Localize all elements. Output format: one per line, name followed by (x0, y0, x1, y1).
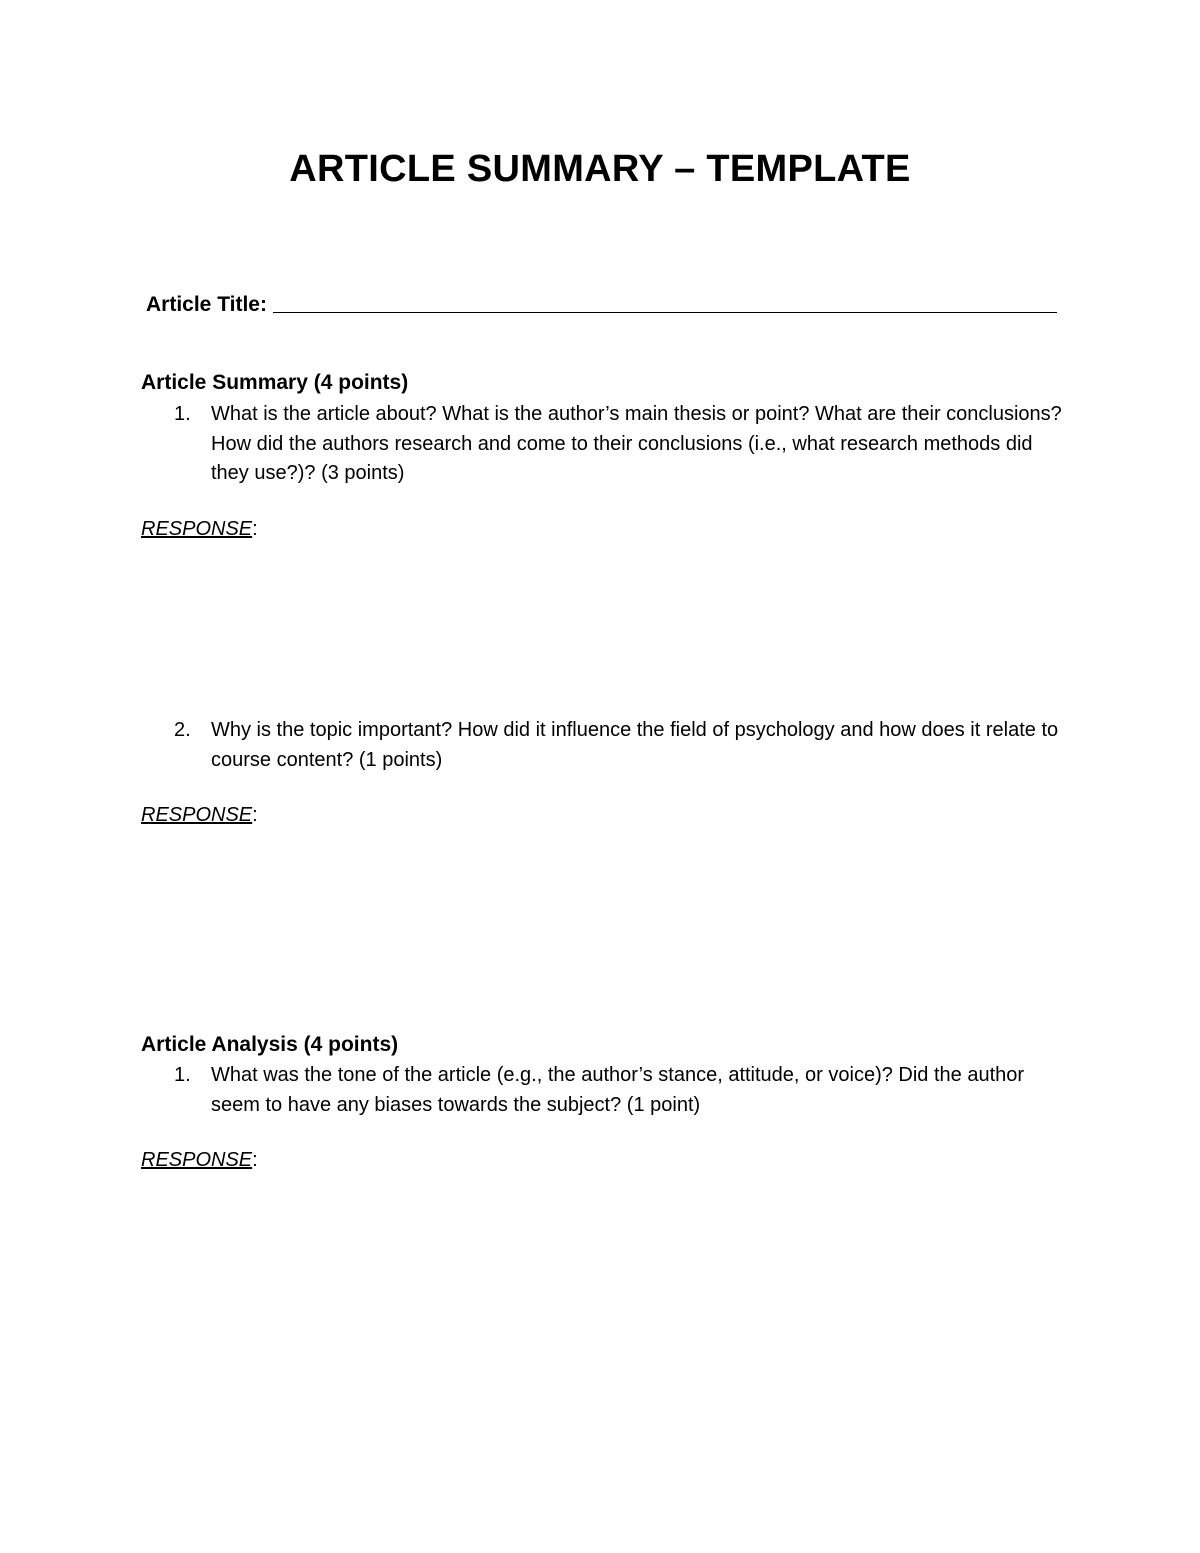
response-label: RESPONSE (141, 1149, 253, 1171)
response-summary-1[interactable] (141, 518, 258, 541)
section-heading-article-summary: Article Summary (4 points) (141, 371, 409, 394)
response-colon: : (252, 1149, 258, 1171)
article-title-label: Article Title: (146, 293, 267, 316)
response-colon: : (252, 518, 258, 540)
response-colon: : (252, 804, 258, 826)
question-analysis-1 (174, 1061, 1074, 1120)
section-heading-article-analysis: Article Analysis (4 points) (141, 1033, 399, 1056)
question-number: 1. (174, 403, 191, 425)
response-label: RESPONSE (141, 804, 253, 826)
question-number: 1. (174, 1064, 191, 1086)
response-summary-2[interactable] (141, 804, 258, 827)
question-text: What was the tone of the article (e.g., the author’s stance, attitude, or voice)? Did the author seem to have any biases towards the subject? (1 point) (211, 1064, 1025, 1116)
response-analysis-1[interactable] (141, 1149, 258, 1172)
response-label: RESPONSE (141, 518, 253, 540)
document-title: ARTICLE SUMMARY – TEMPLATE (289, 148, 911, 190)
question-text: What is the article about? What is the author’s main thesis or point? What are their conclusions? How did the authors research and come to their conclusions (i.e., what research methods did they use?)? (3 points) (211, 403, 1062, 484)
article-title-blank-line[interactable] (273, 288, 1057, 313)
question-number: 2. (174, 719, 191, 741)
question-summary-2 (174, 716, 1074, 775)
article-title-field (146, 286, 1057, 317)
question-text: Why is the topic important? How did it influence the field of psychology and how does it relate to course content? (1 points) (211, 719, 1059, 771)
question-summary-1 (174, 400, 1074, 489)
